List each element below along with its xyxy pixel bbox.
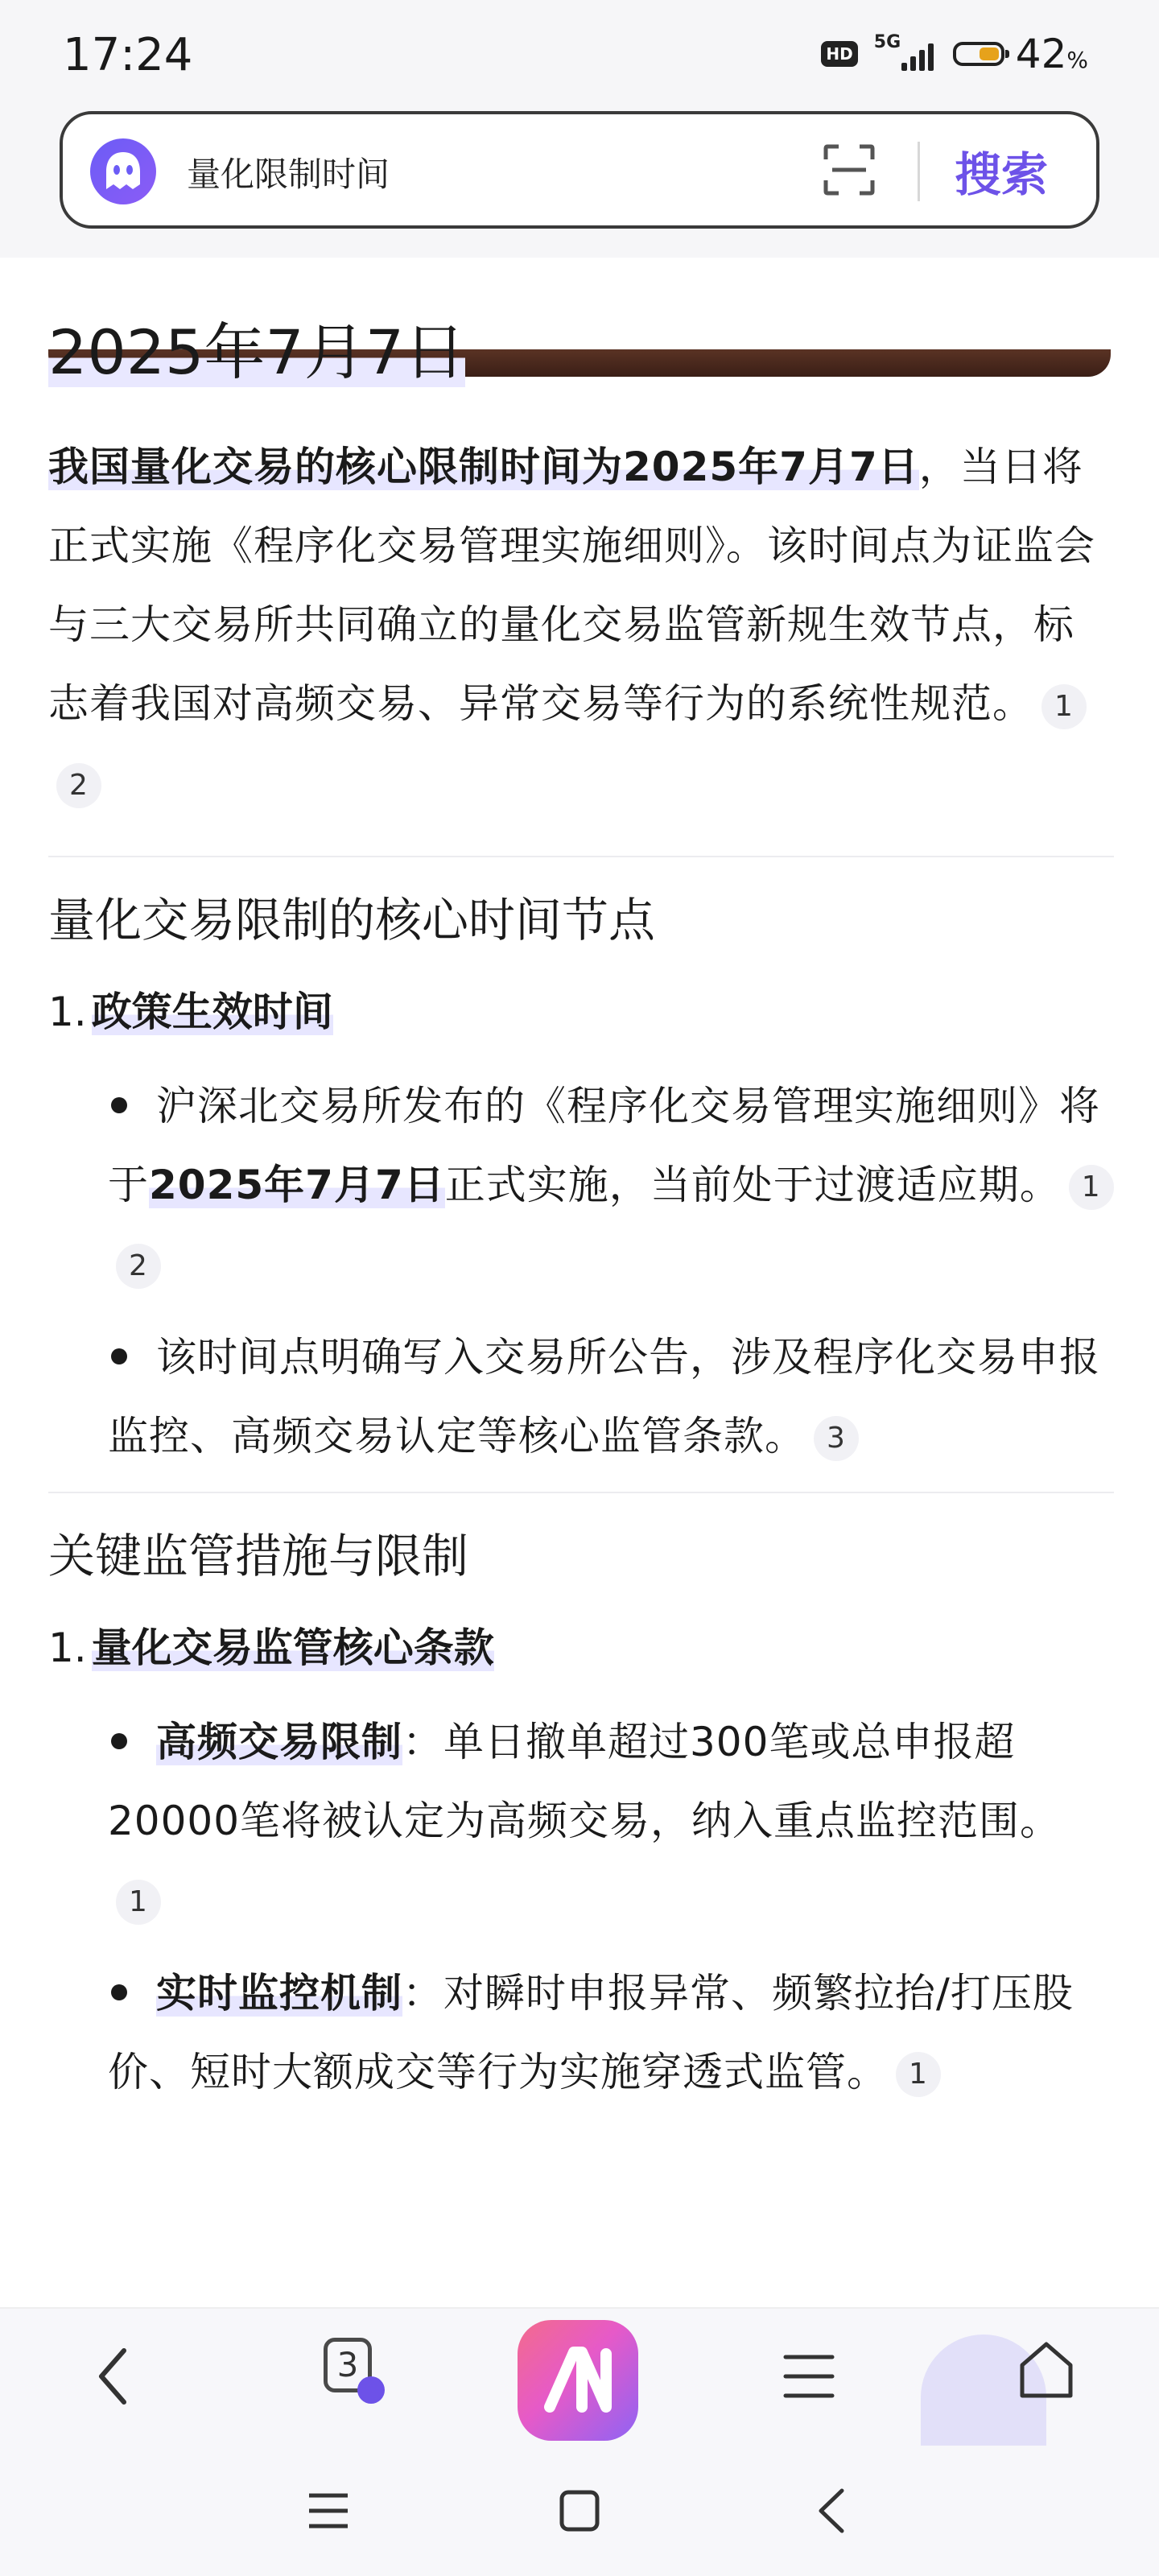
bullet-list (48, 1703, 1114, 2112)
ordered-item: 1. 量化交易监管核心条款 (48, 1624, 494, 1671)
citation-badge[interactable]: 2 (116, 1244, 161, 1289)
header (0, 105, 1159, 258)
tabs-button[interactable]: 3 (324, 2338, 372, 2392)
citation-badge[interactable]: 1 (1041, 684, 1087, 729)
section-heading: 关键监管措施与限制 (48, 1528, 469, 1583)
home-button-icon[interactable] (559, 2489, 600, 2533)
answer-title: 2025年7月7日 (48, 316, 466, 388)
system-back-icon[interactable] (813, 2486, 848, 2536)
answer-content (48, 290, 1114, 2126)
bullet-list (48, 1067, 1114, 1476)
network-type: 5G (873, 32, 901, 52)
clock: 17:24 (63, 29, 193, 81)
back-icon[interactable] (89, 2343, 137, 2410)
section-heading: 量化交易限制的核心时间节点 (48, 893, 656, 948)
scan-icon[interactable] (823, 143, 876, 196)
battery-icon (953, 42, 1004, 66)
search-input[interactable]: 量化限制时间 (187, 155, 390, 194)
ghost-icon (357, 2376, 385, 2404)
home-icon[interactable] (1016, 2338, 1077, 2402)
menu-icon[interactable] (781, 2343, 837, 2410)
signal-icon (869, 32, 942, 72)
hd-indicator: HD (821, 41, 857, 67)
list-item: 该时间点明确写入交易所公告，涉及程序化交易申报监控、高频交易认定等核心监管条款。 3 (108, 1318, 1114, 1476)
system-nav (0, 2446, 1159, 2576)
search-button[interactable]: 搜索 (955, 147, 1049, 202)
ordered-item: 1. 政策生效时间 (48, 988, 333, 1035)
list-item: 高频交易限制：单日撤单超过300笔或总申报超20000笔将被认定为高频交易，纳入重点监控范围。1 (108, 1703, 1114, 1939)
ordered-item-label: 量化交易监管核心条款 (91, 1624, 494, 1671)
list-item: 实时监控机制：对瞬时申报异常、频繁拉抬/打压股价、短时大额成交等行为实施穿透式监管。 1 (108, 1954, 1114, 2112)
citation-badge[interactable]: 1 (116, 1880, 161, 1925)
recent-apps-icon[interactable] (307, 2491, 349, 2531)
citation-badge[interactable]: 1 (1069, 1165, 1114, 1210)
section-divider (48, 856, 1114, 857)
ai-assistant-icon[interactable] (518, 2320, 638, 2441)
intro-text: ，当日将正式实施《程序化交易管理实施细则》。该时间点为证监会与三大交易所共同确立的量化交易监管新规生效节点，标志着我国对高频交易、异常交易等行为的系统性规范。 (48, 444, 1095, 728)
status-icons (821, 32, 1088, 76)
ordered-item-label: 政策生效时间 (91, 988, 333, 1035)
search-divider (918, 142, 920, 201)
citation-badge[interactable]: 1 (896, 2052, 941, 2097)
section-divider (48, 1492, 1114, 1493)
citation-badge[interactable]: 3 (814, 1416, 859, 1461)
status-bar (0, 0, 1159, 105)
intro-highlight: 我国量化交易的核心限制时间为2025年7月7日 (48, 444, 919, 491)
intro-paragraph (48, 427, 1114, 822)
list-item: 沪深北交易所发布的《程序化交易管理实施细则》将于2025年7月7日正式实施，当前处于过渡适应期。 12 (108, 1067, 1114, 1303)
battery-percent: 42% (1015, 31, 1088, 77)
search-box[interactable] (60, 111, 1099, 229)
citation-badge[interactable]: 2 (56, 763, 101, 808)
ghost-icon[interactable] (90, 138, 156, 204)
